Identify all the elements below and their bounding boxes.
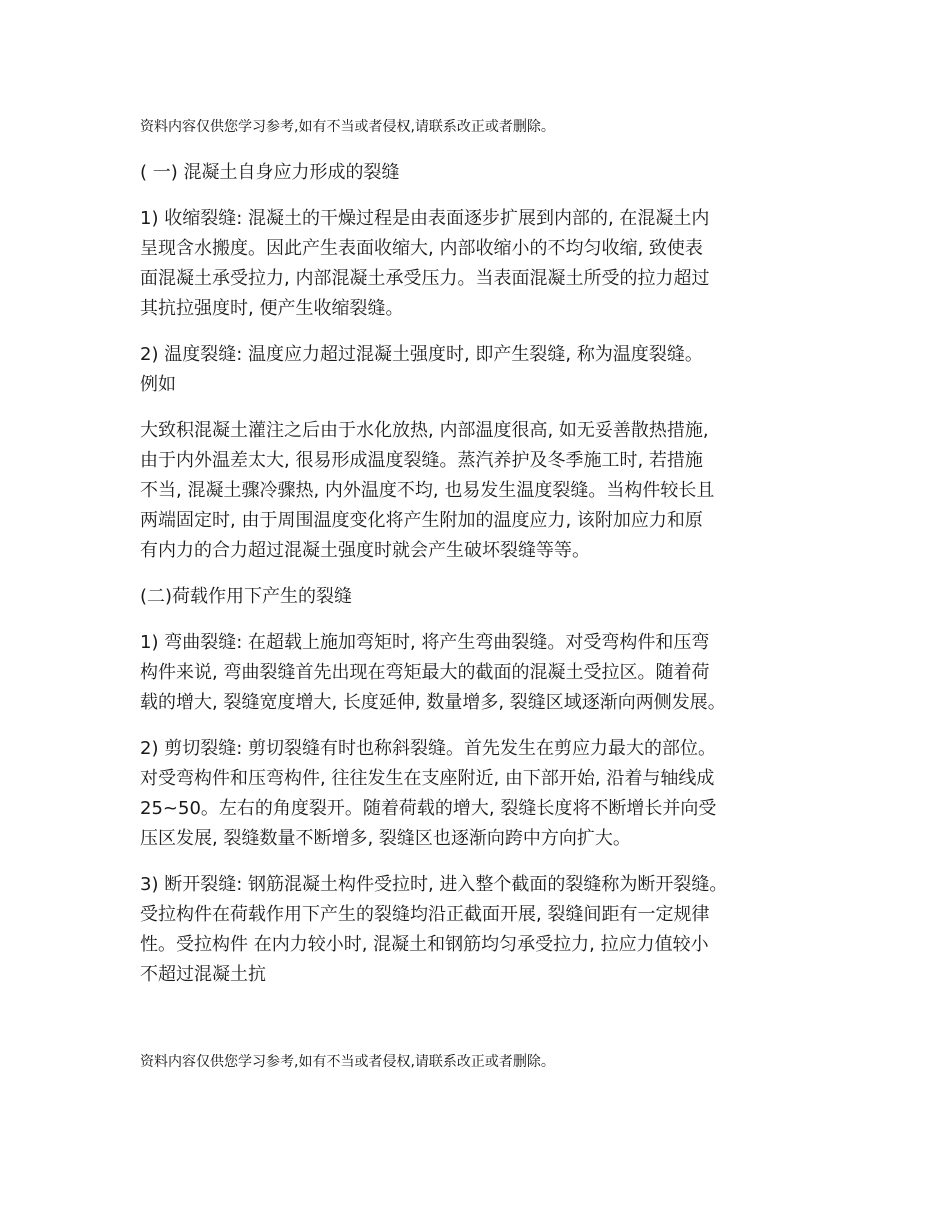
text-line: 不超过混凝土抗 bbox=[140, 964, 266, 985]
section-heading-2: (二)荷载作用下产生的裂缝 bbox=[140, 586, 353, 607]
text-line: 有内力的合力超过混凝土强度时就会产生破坏裂缝等等。 bbox=[140, 540, 590, 561]
text-line: 两端固定时, 由于周围温度变化将产生附加的温度应力, 该附加应力和原 bbox=[140, 510, 703, 531]
text-line: 3) 断开裂缝: 钢筋混凝土构件受拉时, 进入整个截面的裂缝称为断开裂缝。 bbox=[140, 874, 728, 895]
text-line: 压区发展, 裂缝数量不断增多, 裂缝区也逐渐向跨中方向扩大。 bbox=[140, 828, 631, 849]
text-line: 对受弯构件和压弯构件, 往往发生在支座附近, 由下部开始, 沿着与轴线成 bbox=[140, 768, 715, 789]
text-line: 由于内外温差太大, 很易形成温度裂缝。蒸汽养护及冬季施工时, 若措施 bbox=[140, 450, 703, 471]
paragraph-temperature-cracks bbox=[140, 340, 820, 400]
text-line: 构件来说, 弯曲裂缝首先出现在弯矩最大的截面的混凝土受拉区。随着荷 bbox=[140, 662, 710, 683]
text-line: 受拉构件在荷载作用下产生的裂缝均沿正截面开展, 裂缝间距有一定规律 bbox=[140, 904, 710, 925]
disclaimer-header: 资料内容仅供您学习参考,如有不当或者侵权,请联系改正或者删除。 bbox=[140, 119, 555, 135]
text-line: 2) 剪切裂缝: 剪切裂缝有时也称斜裂缝。首先发生在剪应力最大的部位。 bbox=[140, 738, 716, 759]
document-body bbox=[140, 158, 820, 1006]
text-line: 1) 收缩裂缝: 混凝土的干燥过程是由表面逐步扩展到内部的, 在混凝土内 bbox=[140, 208, 710, 229]
text-line: 性。受拉构件 在内力较小时, 混凝土和钢筋均匀承受拉力, 拉应力值较小 bbox=[140, 934, 709, 955]
text-line: 25~50。左右的角度裂开。随着荷载的增大, 裂缝长度将不断增长并向受 bbox=[140, 798, 717, 819]
text-line: 大致积混凝土灌注之后由于水化放热, 内部温度很高, 如无妥善散热措施, bbox=[140, 420, 709, 441]
text-line: 面混凝土承受拉力, 内部混凝土承受压力。当表面混凝土所受的拉力超过 bbox=[140, 268, 710, 289]
paragraph-bending-cracks bbox=[140, 628, 820, 718]
paragraph-shear-cracks bbox=[140, 734, 820, 854]
text-line: 2) 温度裂缝: 温度应力超过混凝土强度时, 即产生裂缝, 称为温度裂缝。 bbox=[140, 344, 703, 365]
section-heading-1: ( 一) 混凝土自身应力形成的裂缝 bbox=[140, 162, 400, 183]
paragraph-shrinkage-cracks bbox=[140, 204, 820, 324]
paragraph-mass-concrete bbox=[140, 416, 820, 566]
paragraph-tension-cracks bbox=[140, 870, 820, 990]
disclaimer-footer: 资料内容仅供您学习参考,如有不当或者侵权,请联系改正或者删除。 bbox=[140, 1054, 555, 1070]
text-line: 呈现含水搬度。因此产生表面收缩大, 内部收缩小的不均匀收缩, 致使表 bbox=[140, 238, 703, 259]
text-line: 不当, 混凝土骤冷骤热, 内外温度不均, 也易发生温度裂缝。当构件较长且 bbox=[140, 480, 715, 501]
text-line: 载的增大, 裂缝宽度增大, 长度延伸, 数量增多, 裂缝区域逐渐向两侧发展。 bbox=[140, 692, 726, 713]
text-line: 1) 弯曲裂缝: 在超载上施加弯矩时, 将产生弯曲裂缝。对受弯构件和压弯 bbox=[140, 632, 710, 653]
text-line: 例如 bbox=[140, 374, 176, 395]
text-line: 其抗拉强度时, 便产生收缩裂缝。 bbox=[140, 298, 404, 319]
